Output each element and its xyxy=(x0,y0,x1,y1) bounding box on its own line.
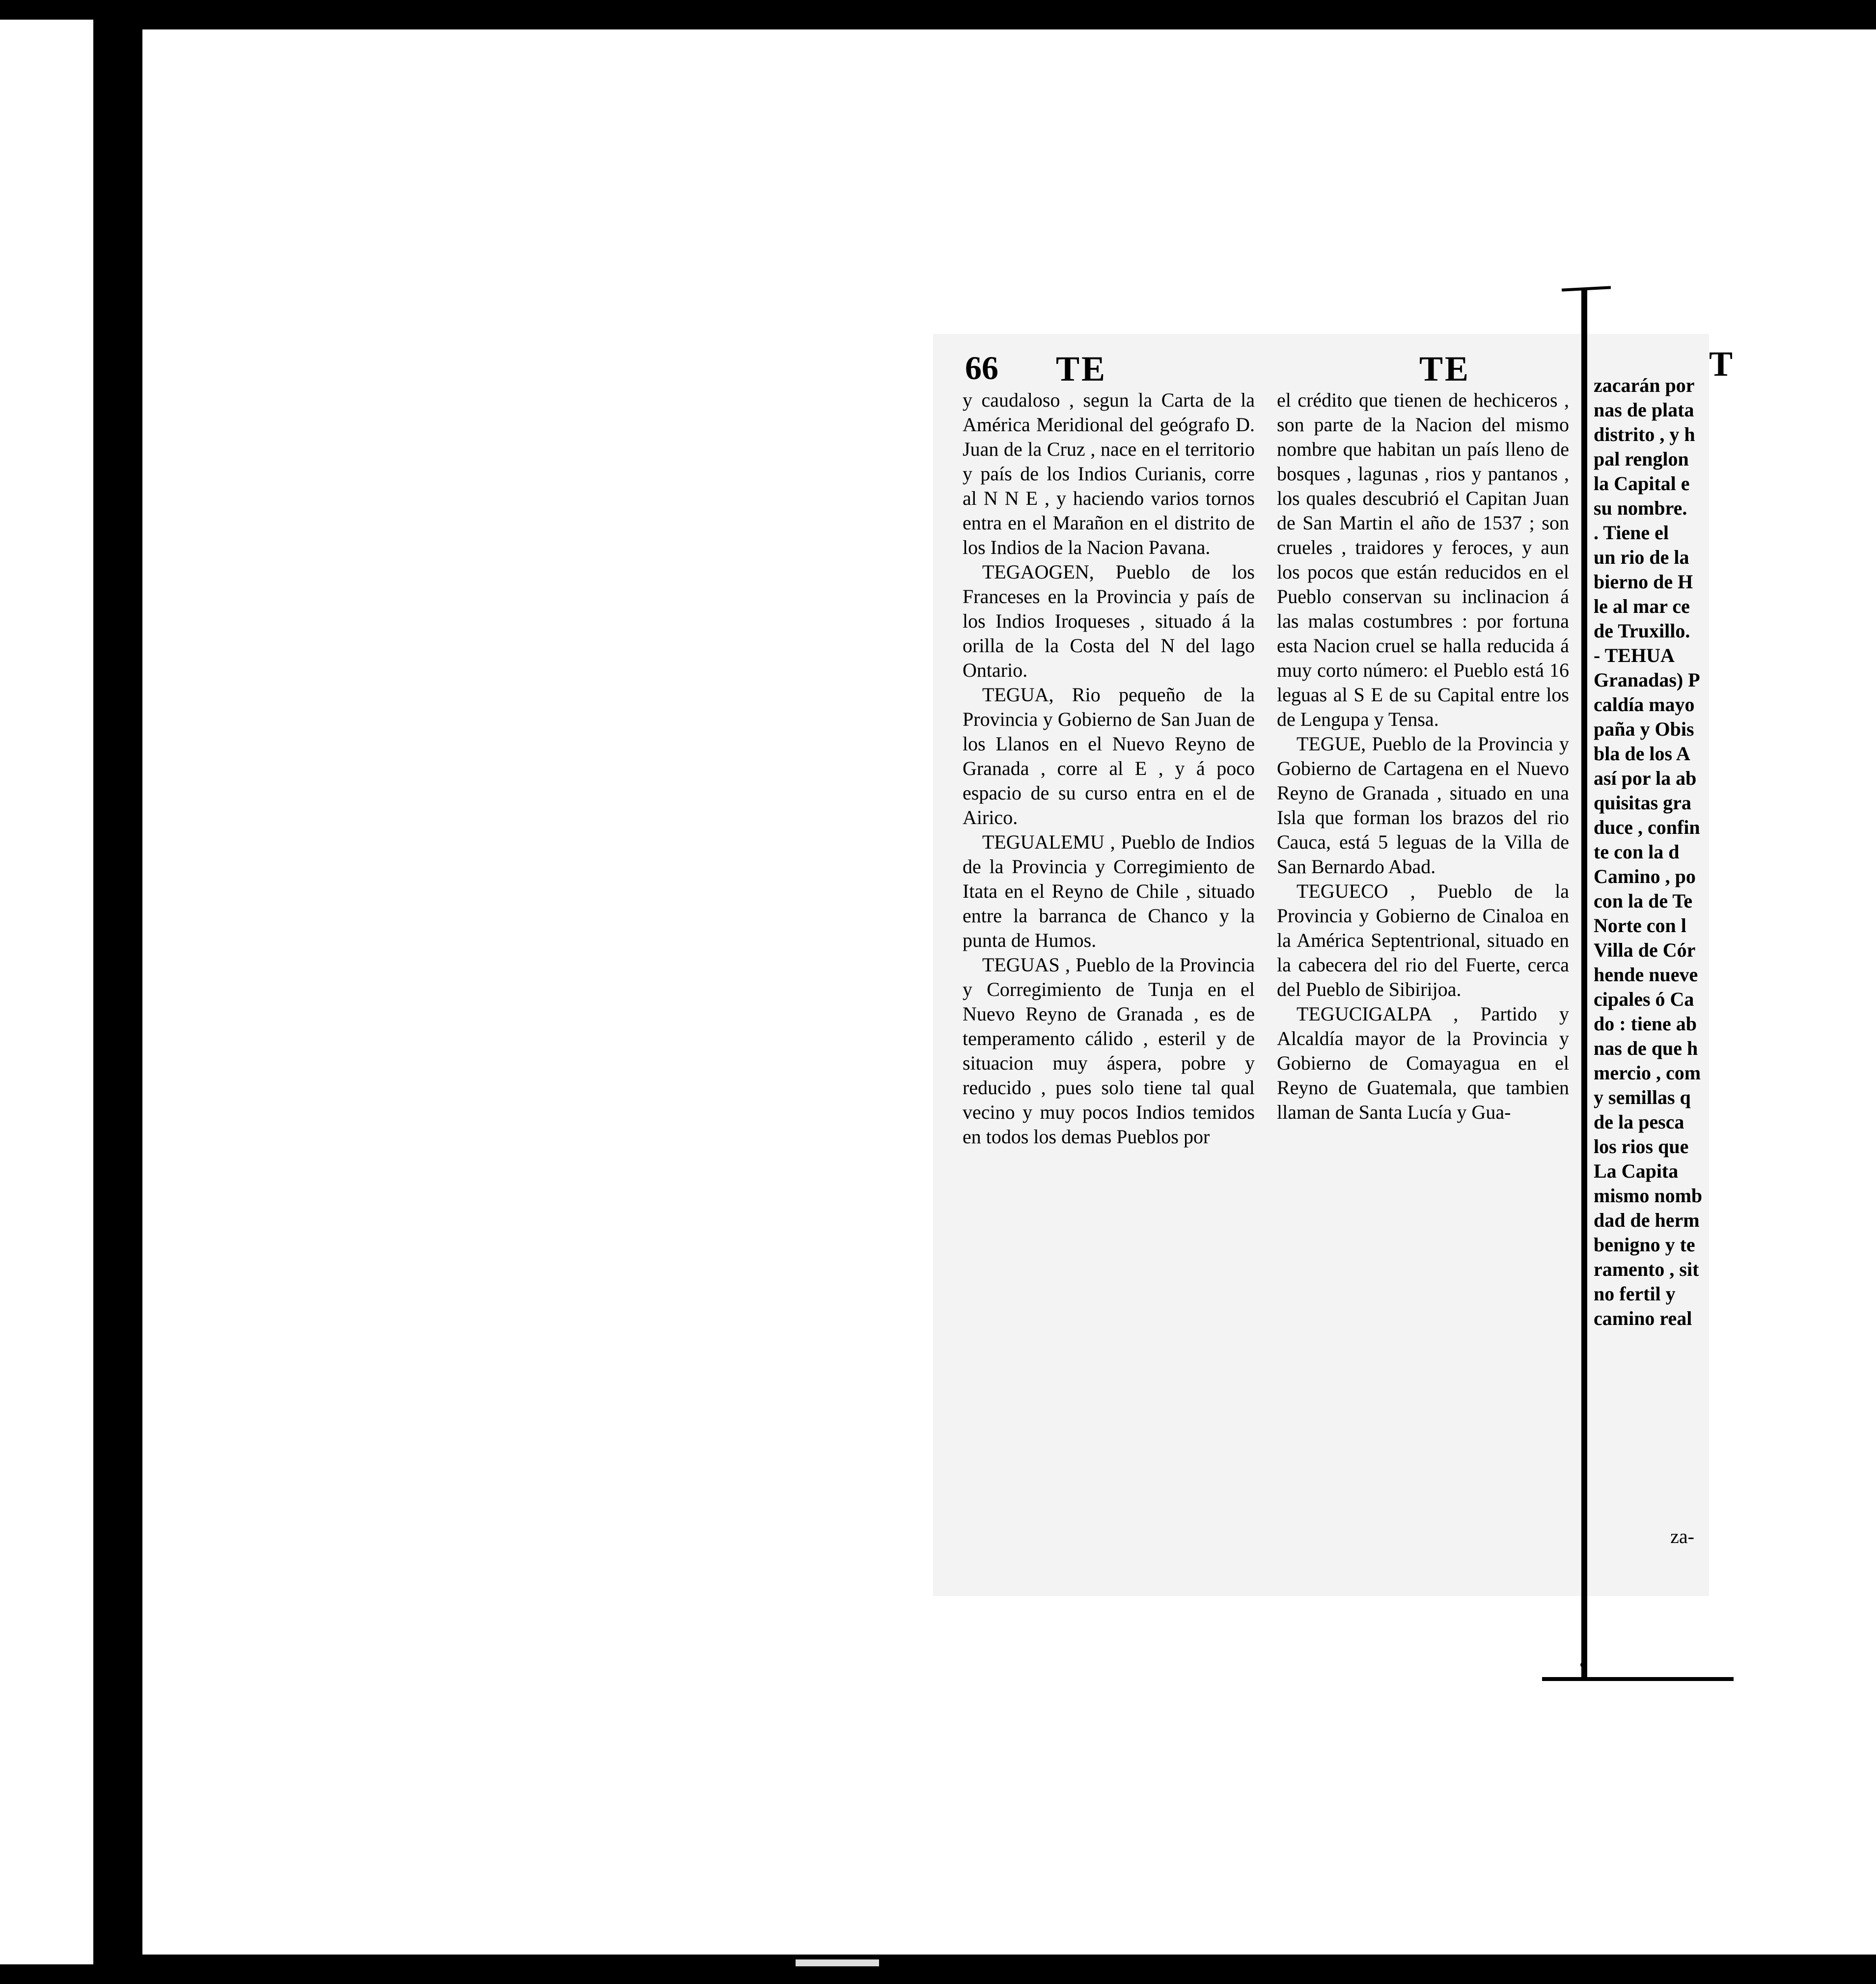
next-page-line: su nombre. xyxy=(1594,497,1687,519)
dictionary-entry: TEGUECO , Pueblo de la Provincia y Gobierno de Cinaloa en la América Septentrional, situado en la cabecera del rio del Fuerte, cerca del Pueblo de Sibirijoa. xyxy=(1277,880,1569,1000)
running-head-left: TE xyxy=(1056,349,1107,388)
next-page-line: ramento , sit xyxy=(1594,1258,1699,1280)
page-edge-bottom xyxy=(1542,1677,1734,1681)
dictionary-entry: TEGUE, Pueblo de la Provincia y Gobierno de Cartagena en el Nuevo Reyno de Granada , situado en una Isla que forman los brazos del rio Cauca, está 5 leguas de la Villa de San Bernardo Abad. xyxy=(1277,733,1569,878)
next-page-line: con la de Te xyxy=(1594,890,1693,912)
next-page-line: dad de herm xyxy=(1594,1209,1700,1231)
page-number: 66 xyxy=(965,349,998,386)
next-page-line: le al mar ce xyxy=(1594,595,1690,617)
next-page-line: te con la d xyxy=(1594,841,1680,863)
next-page-line: duce , confin xyxy=(1594,816,1700,838)
next-page-line: nas de plata xyxy=(1594,399,1694,421)
catchword: za- xyxy=(1670,1525,1694,1547)
next-page-line: los rios que xyxy=(1594,1135,1689,1157)
next-page-line: benigno y te xyxy=(1594,1234,1695,1256)
dictionary-entry: TEGAOGEN, Pueblo de los Franceses en la Provincia y país de los Indios Iroqueses , situado á la orilla de la Costa del N del lago Ontario. xyxy=(963,561,1255,681)
next-page-line: paña y Obis xyxy=(1594,718,1694,740)
next-page-line: pal renglon xyxy=(1594,448,1689,470)
next-page-line: La Capita xyxy=(1594,1160,1679,1182)
next-page-running-head: T xyxy=(1709,344,1733,384)
next-page-line: do : tiene ab xyxy=(1594,1013,1697,1035)
running-head-right: TE xyxy=(1419,349,1471,388)
next-page-text xyxy=(1594,373,1741,1660)
next-page-line: Villa de Cór xyxy=(1594,939,1696,961)
next-page-line: . Tiene el xyxy=(1594,522,1669,544)
next-page-line: distrito , y h xyxy=(1594,423,1695,445)
next-page-line: de Truxillo. xyxy=(1594,620,1690,642)
paragraph: el crédito que tienen de hechiceros , son parte de la Nacion del mismo nombre que habitan un país lleno de bosques , lagunas , rios y pantanos , los quales descubrió el Capitan Juan de San Martin el año de 1537 ; son crueles , traidores y feroces, y aun los pocos que están reducidos en el Pueblo conservan su inclinacion á las malas costumbres : por fortuna esta Nacion cruel se halla reducida á muy corto número: el Pueblo está 16 leguas al S E de su Capital entre los de Lengupa y Tensa. xyxy=(1277,389,1569,730)
scan-margin-left xyxy=(0,20,113,1964)
next-page-line: - TEHUA xyxy=(1594,644,1675,666)
next-page-line: zacarán por xyxy=(1594,374,1695,396)
dictionary-entry: TEGUCIGALPA , Partido y Alcaldía mayor de la Provincia y Gobierno de Comayagua en el Reyno de Guatemala, que tambien llaman de Santa Lucía y Gua- xyxy=(1277,1003,1569,1123)
next-page-line: de la pesca xyxy=(1594,1111,1684,1133)
next-page-line: hende nueve xyxy=(1594,964,1698,986)
next-page-line: Granadas) P xyxy=(1594,669,1700,691)
page-gutter-line xyxy=(1581,290,1587,1680)
dictionary-entry: TEGUAS , Pueblo de la Provincia y Corregimiento de Tunja en el Nuevo Reyno de Granada , es de temperamento cálido , esteril y de situacion muy áspera, pobre y reducido , pues solo tiene tal qual vecino y muy pocos Indios temidos en todos los demas Pueblos por xyxy=(963,954,1255,1148)
next-page-line: Norte con l xyxy=(1594,914,1686,937)
next-page-line: caldía mayo xyxy=(1594,693,1695,716)
scan-artifact xyxy=(796,1959,879,1966)
next-page-line: no fertil y xyxy=(1594,1283,1676,1305)
next-page-line: mismo nomb xyxy=(1594,1185,1703,1207)
next-page-line: y semillas q xyxy=(1594,1086,1691,1108)
next-page-line: un rio de la xyxy=(1594,546,1689,568)
dictionary-entry: TEGUA, Rio pequeño de la Provincia y Gobierno de San Juan de los Llanos en el Nuevo Reyno de Granada , corre al E , y á poco espacio de su curso entra en el de Airico. xyxy=(963,684,1255,828)
next-page-line: nas de que h xyxy=(1594,1037,1698,1059)
next-page-line: la Capital e xyxy=(1594,472,1690,495)
next-page-line: Camino , po xyxy=(1594,865,1696,887)
next-page-line: cipales ó Ca xyxy=(1594,988,1694,1010)
next-page-line: quisitas gra xyxy=(1594,792,1691,814)
text-column-left xyxy=(963,388,1255,1517)
paragraph: y caudaloso , segun la Carta de la América Meridional del geógrafo D. Juan de la Cruz , nace en el territorio y país de los Indios Curianis, corre al N N E , y haciendo varios tornos entra en el Marañon en el distrito de los Indios de la Nacion Pavana. xyxy=(963,389,1255,558)
text-column-right xyxy=(1277,388,1569,1517)
next-page-line: camino real xyxy=(1594,1307,1692,1329)
next-page-line: bierno de H xyxy=(1594,571,1693,593)
next-page-line: así por la ab xyxy=(1594,767,1697,789)
next-page-line: bla de los A xyxy=(1594,743,1690,765)
dictionary-entry: TEGUALEMU , Pueblo de Indios de la Provincia y Corregimiento de Itata en el Reyno de Chile , situado entre la barranca de Chanco y la punta de Humos. xyxy=(963,831,1255,951)
next-page-line: mercio , com xyxy=(1594,1062,1701,1084)
